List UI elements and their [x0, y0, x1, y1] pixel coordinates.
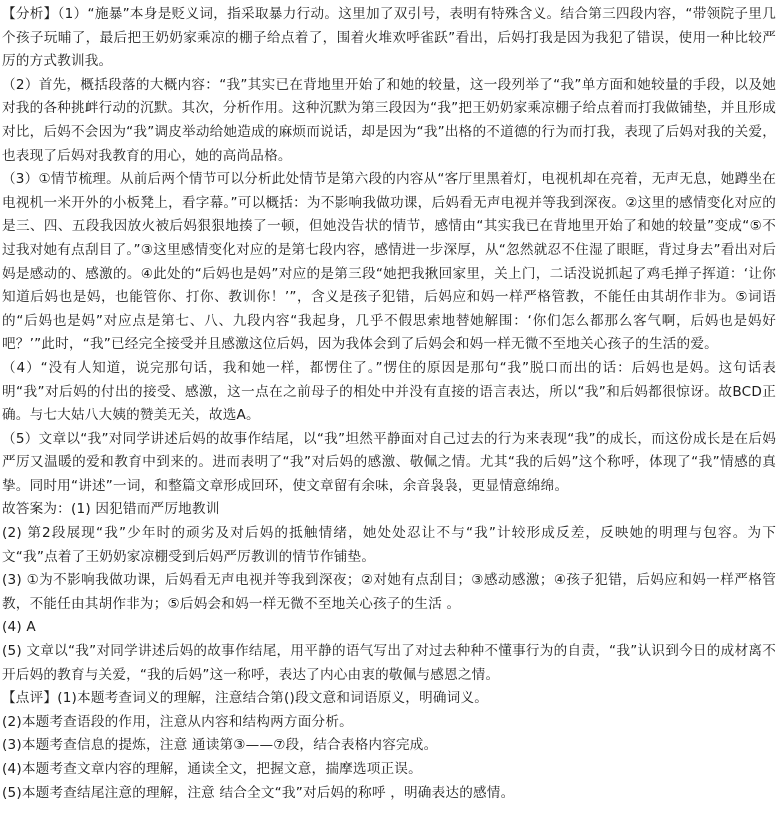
- analysis-paragraph-3: （3）①情节梳理。从前后两个情节可以分析此处情节是第六段的内容从“客厅里黑着灯，电视机却在亮着，无声无息，她蹲坐在电视机一米开外的小板凳上，看字幕。”可以概括：为不影响我做功课，后妈看无声电视并等我到深夜。②这里的感情变化对应的是三、四、五段我因放火被后妈狠狠地揍了一顿，但她没告状的情节，感情由“其实我已在背地里开始了和她的较量”变成“⑤不过我对她有点刮目了。”③这里感情变化对应的是第七段内容，感情进一步深厚，从“忽然就忍不住湿了眼眶，背过身去”看出对后妈是感动的、感激的。④此处的“后妈也是妈”对应的是第三段“她把我揪回家里，关上门，二话没说抓起了鸡毛掸子挥道：‘让你知道后妈也是妈，也能管你、打你、教训你！’”，含义是孩子犯错，后妈应和妈一样严格管教，不能任由其胡作非为。⑤词语的“后妈也是妈”对应点是第七、八、九段内容“我起身，几乎不假思索地替她解围：‘你们怎么都那么客气啊，后妈也是妈好吧？’”此时，“我”已经完全接受并且感激这位后妈，因为我体会到了后妈会和妈一样无微不至地关心孩子的生活的爱。: [2, 171, 776, 353]
- comment-line-1: [2, 687, 776, 711]
- analysis-text-1: （1）“施暴”本身是贬义词，指采取暴力行动。这里加了双引号，表明有特殊含义。结合第三四段内容，“带领院子里几个孩子玩晡了，最后把王奶奶家乘凉的棚子给点着了，围着火堆欢呼雀跃”看出，后妈打我是因为我犯了错误，使用一种比较严厉的方式教训我。: [2, 6, 776, 70]
- comment-line-2: (2)本题考查语段的作用，注意从内容和结构两方面分析。: [2, 713, 353, 730]
- analysis-paragraph-2: （2）首先，概括段落的大概内容：“我”其实已在背地里开始了和她的较量，这一段列举了“我”单方面和她较量的手段，以及她对我的各种挑衅行动的沉默。其次，分析作用。这种沉默为第三段因为“我”把王奶奶家乘凉棚子给点着而打我做铺垫，并且形成对比，后妈不会因为“我”调皮举动给她造成的麻烦而说话，却是因为“我”出格的不道德的行为而打我，表现了后妈对我的关爱，也表现了后妈对我教育的用心，她的高尚品格。: [2, 76, 776, 164]
- comment-line-4: (4)本题考查文章内容的理解，通读全文，把握文意，揣摩选项正误。: [2, 761, 422, 777]
- analysis-paragraph-4: （4）“没有人知道，说完那句话，我和她一样，都愣住了。”愣住的原因是那句“我”脱口而出的话：后妈也是妈。这句话表明“我”对后妈的付出的接受、感激，这一点在之前母子的相处中并没有直接的语言表达，所以“我”和后妈都很惊讶。故BCD正确。与七大姑八大姨的赞美无关，故选A。: [2, 359, 776, 424]
- analysis-label: 【分析】: [2, 6, 58, 22]
- comment-text-1: (1)本题考查词义的理解，注意结合第()段文意和词语原义，明确词义。: [57, 690, 489, 707]
- answer-line-1: 故答案为：(1) 因犯错而严厉地教训: [2, 501, 220, 518]
- comment-line-3: (3)本题考查信息的提炼，注意 通读第③——⑦段，结合表格内容完成。: [2, 737, 438, 754]
- analysis-paragraph-5: （5）文章以“我”对同学讲述后妈的故事作结尾，以“我”坦然平静面对自己过去的行为来表现“我”的成长，而这份成长是在后妈严厉又温暖的爱和教育中到来的。进而表明了“我”对后妈的感激、敬佩之情。尤其“我的后妈”这个称呼，体现了“我”情感的真挚。同时用“讲述”一词，和整篇文章形成回环，使文章留有余味，余音袅袅，更显情意绵绵。: [2, 430, 776, 494]
- answer-line-4: (4) A: [2, 619, 36, 636]
- comment-label: 【点评】: [2, 690, 58, 707]
- answer-line-3: (3) ①为不影响我做功课，后妈看无声电视并等我到深夜；②对她有点刮目；③感动感激；④孩子犯错，后妈应和妈一样严格管教，不能任由其胡作非为；⑤后妈会和妈一样无微不至地关心孩子的生活 。: [2, 572, 776, 612]
- comment-line-5: (5)本题考查结尾注意的理解，注意 结合全文“我”对后妈的称呼 ，明确表达的感情。: [2, 784, 515, 801]
- answer-line-2: (2) 第2段展现“我”少年时的顽劣及对后妈的抵触情绪，她处处忍让不与“我”计较形成反差，反映她的明理与包容。为下文“我”点着了王奶奶家凉棚受到后妈严厉教训的情节作铺垫。: [2, 525, 776, 565]
- answer-line-5: (5) 文章以“我”对同学讲述后妈的故事作结尾，用平静的语气写出了对过去种种不懂事行为的自责，“我”认识到今日的成材离不开后妈的教育与关爱，“我的后妈”这一称呼，表达了内心由衷的敬佩与感恩之情。: [2, 643, 776, 683]
- analysis-paragraph-1: [2, 3, 776, 74]
